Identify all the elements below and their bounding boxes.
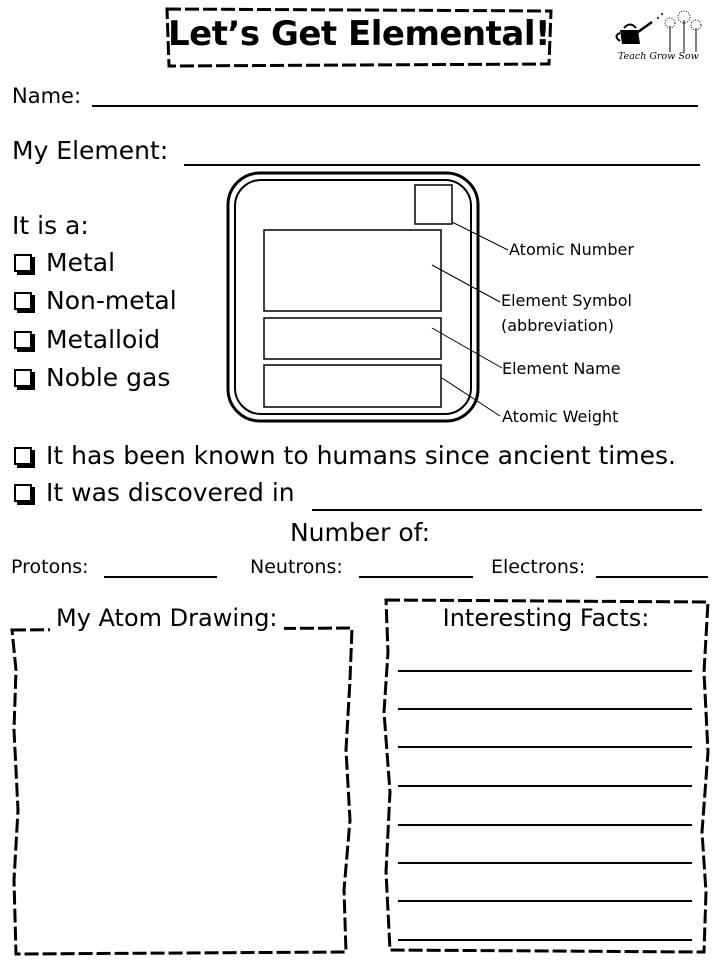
ancient-times-checkbox[interactable] (14, 441, 676, 470)
page-title: Let’s Get Elemental! (167, 14, 550, 54)
element-symbol-callout: Element Symbol (501, 291, 632, 310)
nonmetal-checkbox[interactable] (14, 286, 177, 315)
checkbox-icon (14, 254, 32, 272)
neutrons-label: Neutrons: (250, 556, 343, 578)
callout-pointers (400, 200, 510, 430)
fact-line[interactable] (398, 746, 692, 748)
facts-title: Interesting Facts: (442, 604, 650, 632)
element-symbol-pointer (432, 265, 500, 302)
checkbox-icon (14, 447, 32, 465)
fact-line[interactable] (398, 824, 692, 826)
element-field[interactable] (184, 164, 700, 166)
atomic-number-pointer (452, 222, 508, 250)
neutrons-field[interactable] (359, 576, 473, 578)
checkbox-icon (14, 292, 32, 310)
particles-heading: Number of: (289, 518, 430, 547)
watering-can-dandelion-icon (610, 8, 710, 52)
noble-gas-checkbox[interactable] (14, 363, 170, 392)
element-symbol-callout-sub: (abbreviation) (501, 316, 615, 335)
atom-drawing-area[interactable] (6, 620, 361, 958)
electrons-field[interactable] (596, 576, 708, 578)
fact-line[interactable] (398, 670, 692, 672)
protons-label: Protons: (11, 556, 89, 578)
atom-drawing-title: My Atom Drawing: (50, 604, 284, 632)
fact-line[interactable] (398, 939, 692, 941)
checkbox-label: Noble gas (46, 363, 171, 392)
fact-line[interactable] (398, 862, 692, 864)
element-label: My Element: (12, 136, 169, 165)
atomic-weight-pointer (442, 378, 500, 416)
checkbox-label: Non-metal (46, 286, 177, 315)
discovery-year-field[interactable] (312, 509, 702, 511)
checkbox-icon (14, 484, 32, 502)
checkbox-label: Metalloid (46, 325, 161, 354)
name-label: Name: (12, 84, 82, 108)
discovered-checkbox[interactable] (14, 478, 295, 507)
fact-line[interactable] (398, 900, 692, 902)
protons-field[interactable] (104, 576, 217, 578)
atomic-number-callout: Atomic Number (509, 240, 634, 259)
fact-line[interactable] (398, 785, 692, 787)
checkbox-icon (14, 331, 32, 349)
facts-box (378, 592, 714, 958)
checkbox-icon (14, 369, 32, 387)
logo-text: Teach Grow Sow (618, 51, 699, 62)
brand-logo (610, 8, 710, 64)
element-name-callout: Element Name (502, 359, 621, 378)
title-banner (163, 6, 555, 68)
metalloid-checkbox[interactable] (14, 325, 160, 354)
element-type-heading: It is a: (12, 211, 89, 240)
element-name-pointer (432, 328, 502, 368)
metal-checkbox[interactable] (14, 248, 115, 277)
atomic-weight-callout: Atomic Weight (502, 407, 619, 426)
checkbox-label: It has been known to humans since ancient times. (46, 441, 676, 470)
name-field[interactable] (92, 105, 698, 107)
fact-line[interactable] (398, 708, 692, 710)
checkbox-label: It was discovered in (46, 478, 295, 507)
electrons-label: Electrons: (491, 556, 586, 578)
checkbox-label: Metal (46, 248, 116, 277)
